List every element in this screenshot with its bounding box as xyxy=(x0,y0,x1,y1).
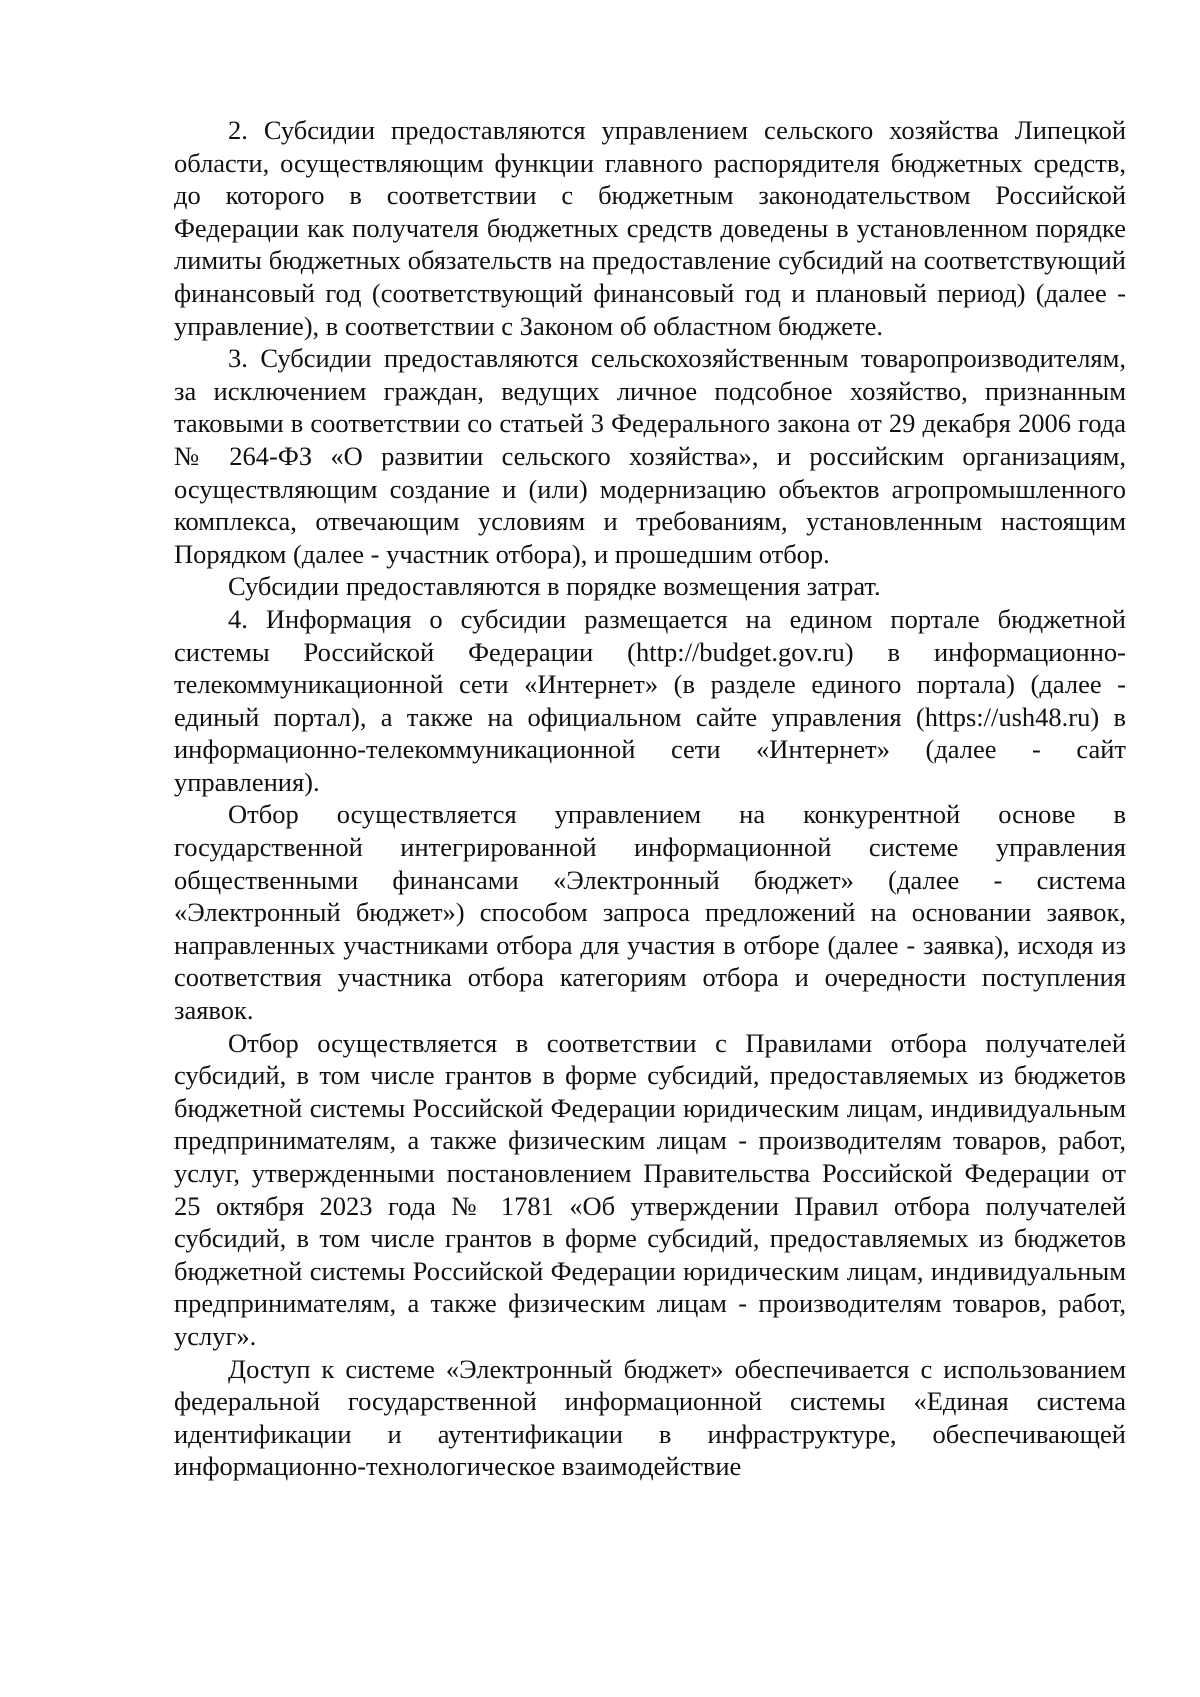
paragraph-2-subsidies-provider: 2. Субсидии предоставляются управлением сельского хозяйства Липецкой области, осуществляющим функции главного распорядителя бюджетных средств, до которого в соответствии с бюджетным законодательством Российской Федерации как получателя бюджетных средств доведены в установленном порядке лимиты бюджетных обязательств на предоставление субсидий на соответствующий финансовый год (соответствующий финансовый год и плановый период) (далее - управление), в соответствии с Законом об областном бюджете. xyxy=(174,115,1126,341)
paragraph-3-subsidies-recipients: 3. Субсидии предоставляются сельскохозяйственным товаропроизводителям, за исключением граждан, ведущих личное подсобное хозяйство, признанным таковыми в соответствии со статьей 3 Федерального закона от 29 декабря 2006 года № 264-ФЗ «О развитии сельского хозяйства», и российским организациям, осуществляющим создание и (или) модернизацию объектов агропромышленного комплекса, отвечающим условиям и требованиям, установленным настоящим Порядком (далее - участник отбора), и прошедшим отбор. xyxy=(174,343,1126,569)
paragraph-reimbursement: Субсидии предоставляются в порядке возмещения затрат. xyxy=(228,571,881,602)
paragraph-selection-electronic-budget: Отбор осуществляется управлением на конкурентной основе в государственной интегрированной информационной системе управления общественными финансами «Электронный бюджет» (далее - система «Электронный бюджет») способом запроса предложений на основании заявок, направленных участниками отбора для участия в отборе (далее - заявка), исходя из соответствия участника отбора категориям отбора и очередности поступления заявок. xyxy=(174,799,1126,1026)
document-body xyxy=(174,114,1126,1483)
paragraph-selection-rules: Отбор осуществляется в соответствии с Правилами отбора получателей субсидий, в том числе грантов в форме субсидий, предоставляемых из бюджетов бюджетной системы Российской Федерации юридическим лицам, индивидуальным предпринимателям, а также физическим лицам - производителям товаров, работ, услуг, утвержденными постановлением Правительства Российской Федерации от 25 октября 2023 года № 1781 «Об утверждении Правил отбора получателей субсидий, в том числе грантов в форме субсидий, предоставляемых из бюджетов бюджетной системы Российской Федерации юридическим лицам, индивидуальным предпринимателям, а также физическим лицам - производителям товаров, работ, услуг». xyxy=(174,1027,1126,1351)
paragraph-access-system: Доступ к системе «Электронный бюджет» обеспечивается с использованием федеральной государственной информационной системы «Единая система идентификации и аутентификации в инфраструктуре, обеспечивающей информационно-технологическое взаимодействие xyxy=(174,1353,1126,1482)
paragraph-4-information-portal: 4. Информация о субсидии размещается на едином портале бюджетной системы Российской Федерации (http://budget.gov.ru) в информационно-телекоммуникационной сети «Интернет» (в разделе единого портала) (далее - единый портал), а также на официальном сайте управления (https://ush48.ru) в информационно-телекоммуникационной сети «Интернет» (далее - сайт управления). xyxy=(174,603,1126,797)
